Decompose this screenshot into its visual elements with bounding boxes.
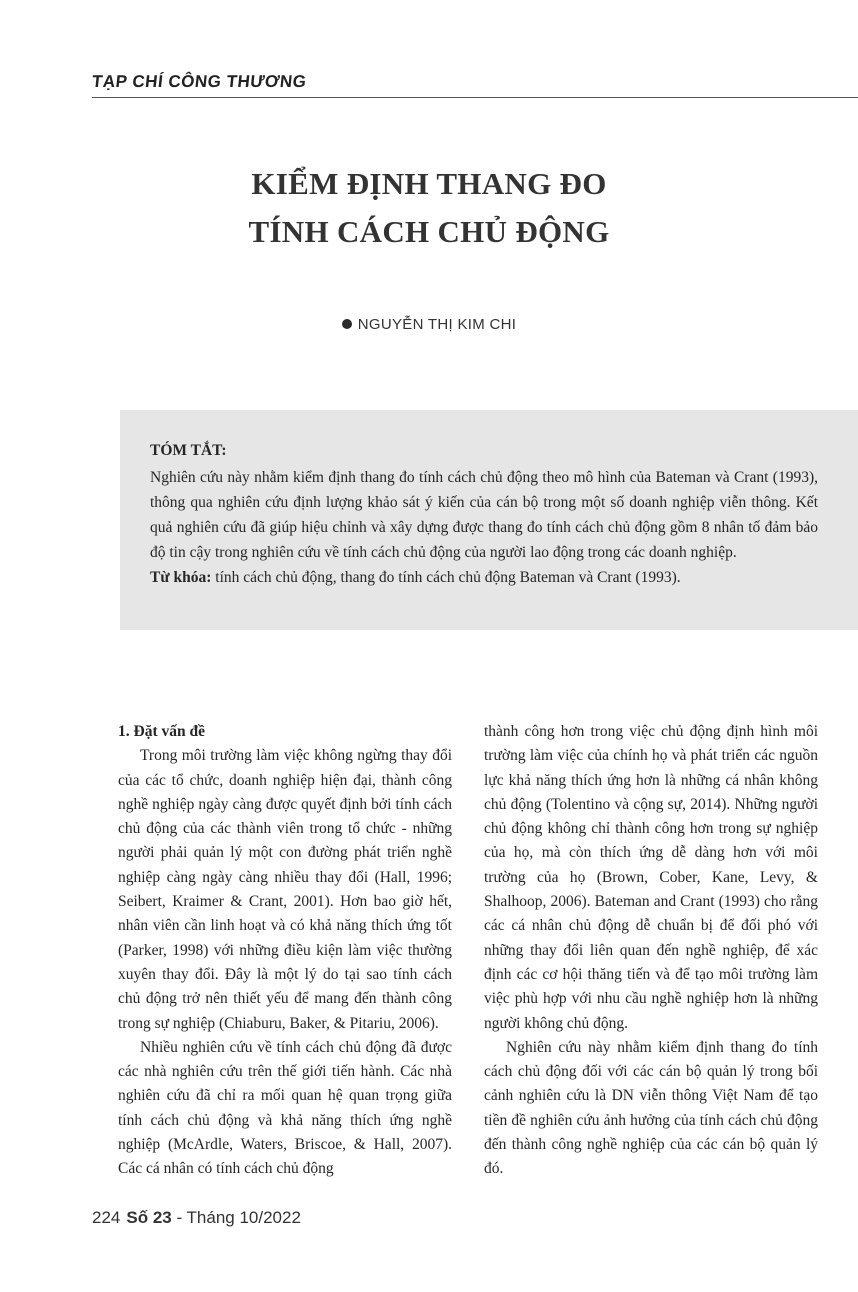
keywords-label: Từ khóa: [150,569,212,586]
journal-name: TẠP CHÍ CÔNG THƯƠNG [91,72,308,91]
author-line [0,316,858,333]
left-column [118,720,452,1182]
page-footer [92,1208,301,1228]
bullet-icon [342,319,352,329]
keywords-text: tính cách chủ động, thang đo tính cách chủ động Bateman và Crant (1993). [211,569,681,586]
title-line-1: KIỂM ĐỊNH THANG ĐO [251,166,607,201]
paragraph: Nghiên cứu này nhằm kiểm định thang đo tính cách chủ động đối với các cán bộ quản lý trong bối cảnh nghiên cứu là DN viễn thông Việt Nam để tạo tiền đề nghiên cứu ảnh hưởng của tính cách chủ động đến thành công nghề nghiệp của các cán bộ quản lý đó. [484,1038,818,1178]
keywords [150,565,818,590]
title-line-2: TÍNH CÁCH CHỦ ĐỘNG [248,214,610,249]
paragraph: Nhiều nghiên cứu về tính cách chủ động đã được các nhà nghiên cứu trên thế giới tiến hành. Các nhà nghiên cứu đã chỉ ra mối quan hệ quan trọng giữa tính cách chủ động và khả năng thích ứng nghề nghiệp (McArdle, Waters, Briscoe, & Hall, 2007). Các cá nhân có tính cách chủ động [118,1038,452,1178]
author-name: NGUYỄN THỊ KIM CHI [357,316,517,333]
abstract-heading: TÓM TẮT: [150,442,227,459]
abstract-box [120,410,858,630]
issue-date: - Tháng 10/2022 [171,1208,301,1227]
abstract-body: Nghiên cứu này nhằm kiểm định thang đo tính cách chủ động theo mô hình của Bateman và Crant (1993), thông qua nghiên cứu định lượng khảo sát ý kiến của cán bộ trong một số doanh nghiệp viễn thông. Kết quả nghiên cứu đã giúp hiệu chỉnh và xây dựng được thang đo tính cách chủ động gồm 8 nhân tố đảm bảo độ tin cậy trong nghiên cứu về tính cách chủ động của người lao động trong các doanh nghiệp. [150,469,818,561]
paragraph: thành công hơn trong việc chủ động định hình môi trường làm việc của chính họ và phát triển các nguồn lực khả năng thích ứng hơn là những cá nhân không chủ động (Tolentino và cộng sự, 2014). Những người chủ động không chỉ thành công hơn trong sự nghiệp của họ, mà còn thích ứng dễ dàng hơn với môi trường của họ (Brown, Cober, Kane, Levy, & Shalhoop, 2006). Bateman and Crant (1993) cho rằng các cá nhân chủ động dễ chuẩn bị để đối phó với những thay đổi liên quan đến nghề nghiệp, để xác định các cơ hội thăng tiến và để tạo môi trường làm việc phù hợp với nhu cầu nghề nghiệp hơn là những người không chủ động. [484,723,818,1032]
article-title [0,160,858,256]
header-rule [92,97,858,98]
page-number: 224 [92,1208,121,1227]
paragraph: Trong môi trường làm việc không ngừng thay đổi của các tổ chức, doanh nghiệp hiện đại, thành công nghề nghiệp ngày càng được quyết định bởi tính cách chủ động của các thành viên trong tổ chức - những người phải quản lý một con đường phát triển nghề nghiệp càng ngày càng nhiều thay đổi (Hall, 1996; Seibert, Kraimer & Crant, 2001). Hơn bao giờ hết, nhân viên cần linh hoạt và có khả năng thích ứng tốt (Parker, 1998) với những điều kiện làm việc thường xuyên thay đổi. Đây là một lý do tại sao tính cách chủ động trở nên thiết yếu để mang đến thành công trong sự nghiệp (Chiaburu, Baker, & Pitariu, 2006). [118,747,452,1032]
issue-number: Số 23 [126,1208,172,1227]
section-heading: 1. Đặt vấn đề [118,723,205,740]
right-column [484,720,818,1182]
